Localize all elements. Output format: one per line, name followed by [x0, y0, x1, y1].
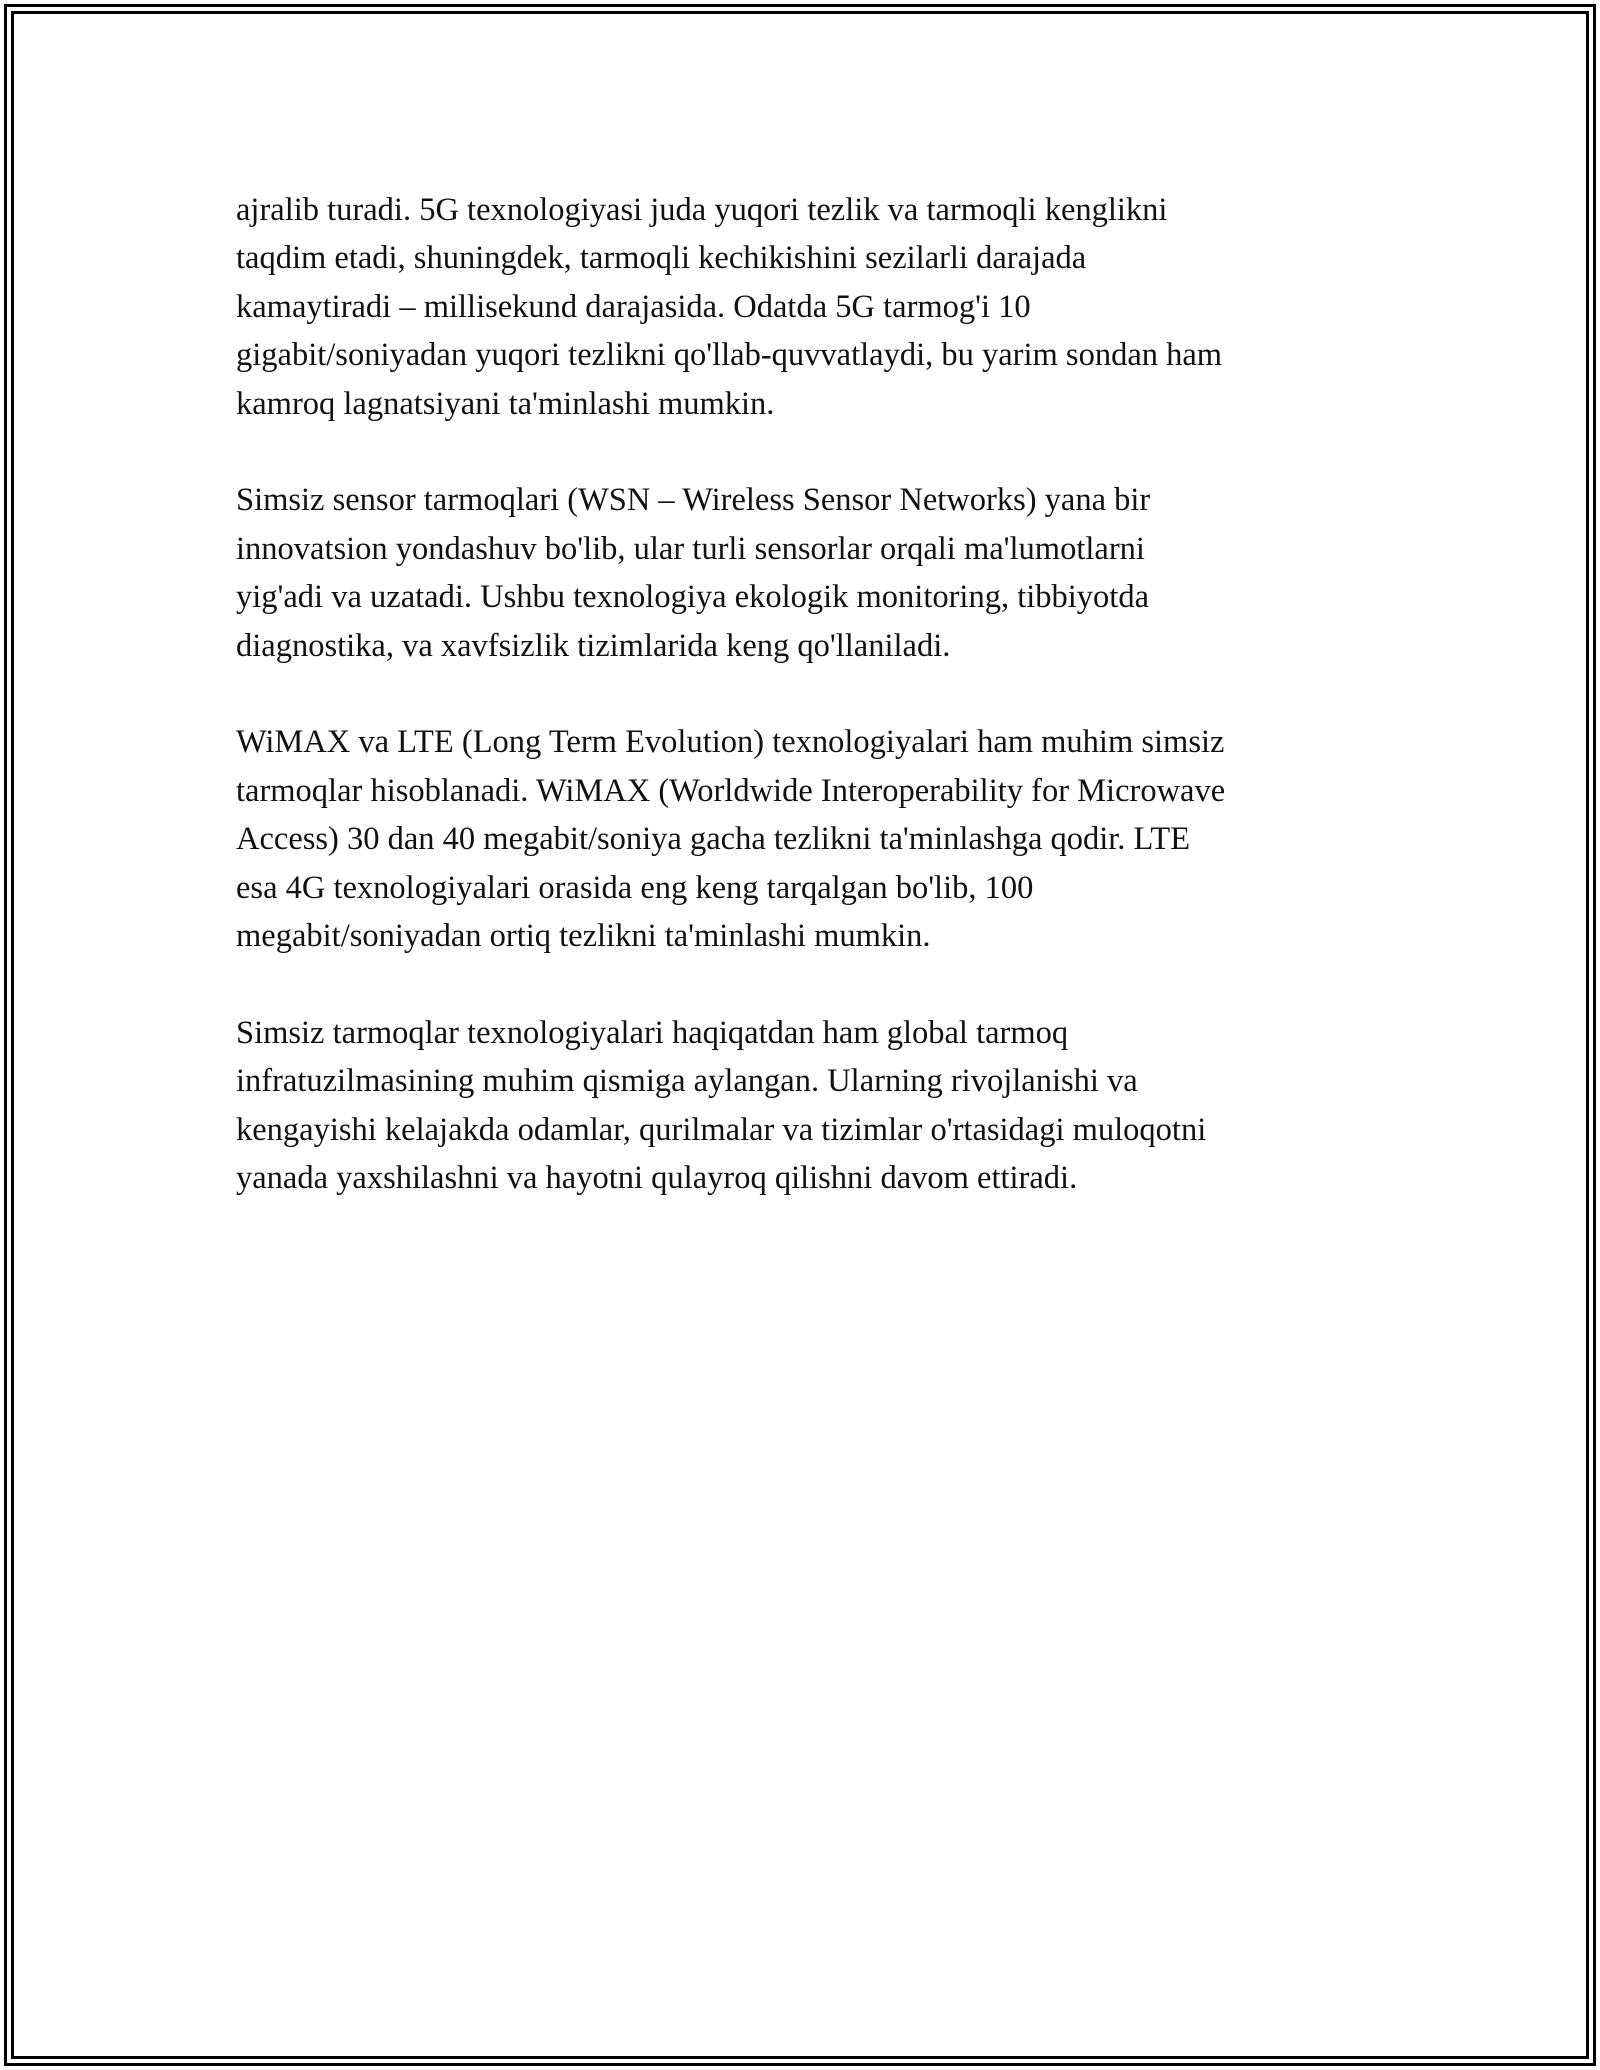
paragraph-conclusion: Simsiz tarmoqlar texnologiyalari haqiqatdan ham global tarmoq infratuzilmasining muhim qismiga aylangan. Ularning rivojlanishi va kengayishi kelajakda odamlar, qurilmalar va tizimlar o'rtasidagi muloqotni yanada yaxshilashni va hayotni qulayroq qilishni davom ettiradi.: [236, 1014, 1207, 1197]
paragraph-5g: ajralib turadi. 5G texnologiyasi juda yuqori tezlik va tarmoqli kenglikni taqdim etadi, shuningdek, tarmoqli kechikishini sezilarli darajada kamaytiradi – millisekund darajasida. Odatda 5G tarmog'i 10 gigabit/soniyadan yuqori tezlikni qo'llab-quvvatlaydi, bu yarim sondan ham kamroq lagnatsiyani ta'minlashi mumkin.: [236, 192, 1223, 422]
document-body: [236, 186, 1366, 1251]
paragraph-wsn: Simsiz sensor tarmoqlari (WSN – Wireless Sensor Networks) yana bir innovatsion yondashuv bo'lib, ular turli sensorlar orqali ma'lumotlarni yig'adi va uzatadi. Ushbu texnologiya ekologik monitoring, tibbiyotda diagnostika, va xavfsizlik tizimlarida keng qo'llaniladi.: [236, 482, 1151, 664]
paragraph-wimax-lte: WiMAX va LTE (Long Term Evolution) texnologiyalari ham muhim simsiz tarmoqlar hisoblanadi. WiMAX (Worldwide Interoperability for Microwave Access) 30 dan 40 megabit/soniya gacha tezlikni ta'minlashga qodir. LTE esa 4G texnologiyalari orasida eng keng tarqalgan bo'lib, 100 megabit/soniyadan ortiq tezlikni ta'minlashi mumkin.: [236, 724, 1226, 955]
